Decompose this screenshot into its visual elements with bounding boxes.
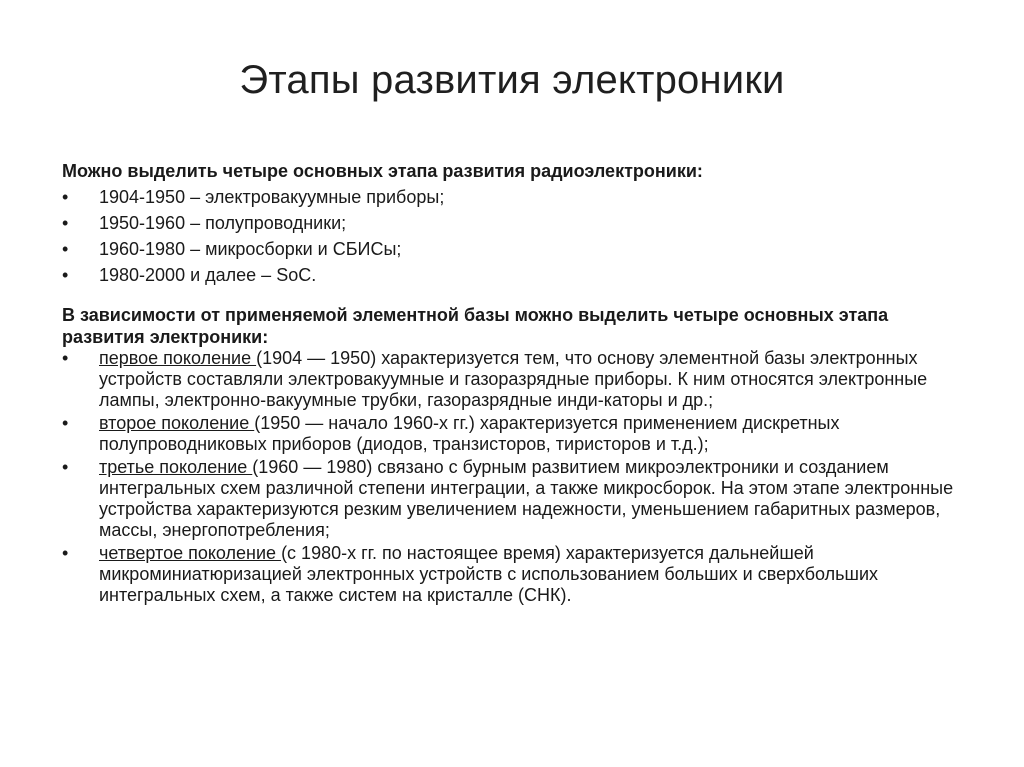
section1-heading: Можно выделить четыре основных этапа развития радиоэлектроники:	[62, 161, 703, 181]
list-item	[62, 238, 972, 260]
generation-description: (с 1980-х гг. по настоящее время) характеризуется дальнейшей микроминиатюризацией электронных устройств с использованием больших и сверхбольших интегральных схем, а также систем на кристалле (СНК).	[99, 543, 879, 605]
list-item	[62, 212, 972, 234]
bullet-icon: •	[62, 213, 69, 233]
section2-list	[62, 348, 972, 606]
generation-description: (1960 — 1980) связано с бурным развитием микроэлектроники и созданием интегральных схем различной степени интеграции, а также микросборок. На этом этапе электронные устройства характеризуются резким увеличением надежности, уменьшением габаритных размеров, массы, энергопотребления;	[99, 457, 954, 540]
bullet-icon: •	[62, 187, 69, 207]
bullet-icon: •	[62, 457, 69, 477]
generation-label: четвертое поколение	[99, 543, 282, 563]
slide-content	[62, 160, 972, 608]
list-item	[62, 264, 972, 286]
generation-label: третье поколение	[99, 457, 253, 477]
list-item	[62, 348, 972, 411]
bullet-icon: •	[62, 239, 69, 259]
list-item	[62, 186, 972, 208]
section1-list	[62, 186, 972, 286]
list-item-text: 1904-1950 – электровакуумные приборы;	[99, 187, 445, 207]
bullet-icon: •	[62, 348, 69, 368]
generation-description: (1904 — 1950) характеризуется тем, что основу элементной базы электронных устройств составляли электровакуумные и газоразрядные приборы. К ним относятся электронные лампы, электронно-вакуумные трубки, газоразрядные инди-каторы и др.;	[99, 348, 928, 410]
list-item	[62, 543, 972, 606]
list-item	[62, 413, 972, 455]
section2-heading: В зависимости от применяемой элементной базы можно выделить четыре основных этапа развития электроники:	[62, 305, 889, 347]
generation-label: второе поколение	[99, 413, 255, 433]
bullet-icon: •	[62, 543, 69, 563]
list-item-text: 1960-1980 – микросборки и СБИСы;	[99, 239, 402, 259]
slide-title: Этапы развития электроники	[239, 58, 785, 102]
list-item-text: 1980-2000 и далее – SoC.	[99, 265, 317, 285]
bullet-icon: •	[62, 413, 69, 433]
list-item-text: 1950-1960 – полупроводники;	[99, 213, 347, 233]
generation-label: первое поколение	[99, 348, 257, 368]
list-item	[62, 457, 972, 541]
generation-description: (1950 — начало 1960-х гг.) характеризуется применением дискретных полупроводниковых приборов (диодов, транзисторов, тиристоров и т.д.);	[99, 413, 840, 454]
bullet-icon: •	[62, 265, 69, 285]
